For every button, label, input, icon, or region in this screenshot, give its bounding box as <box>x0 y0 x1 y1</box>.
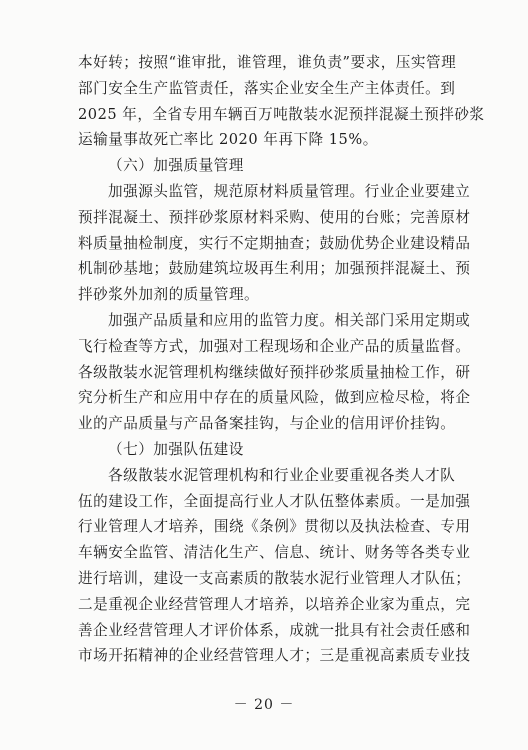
text-line: 二是重视企业经营管理人才培养，以培养企业家为重点，完 <box>78 595 471 613</box>
text-line: 善企业经营管理人才评价体系，成就一批具有社会责任感和 <box>78 621 471 639</box>
document-body <box>78 50 485 669</box>
text-line: 2025 年，全省专用车辆百万吨散装水泥预拌混凝土预拌砂浆 <box>78 105 485 123</box>
section-heading-quality: （六）加强质量管理 <box>108 157 244 175</box>
text-line: 料质量抽检制度，实行不定期抽查；鼓励优势企业建设精品 <box>78 234 471 252</box>
text-line: 伍的建设工作，全面提高行业人才队伍整体素质。一是加强 <box>78 492 471 510</box>
text-line: 究分析生产和应用中存在的质量风险，做到应检尽检，将企 <box>78 389 471 407</box>
text-line: 市场开拓精神的企业经营管理人才；三是重视高素质专业技 <box>78 647 471 665</box>
text-line: 各级散装水泥管理机构继续做好预拌砂浆质量抽检工作，研 <box>78 363 471 381</box>
text-line: 运输量事故死亡率比 2020 年再下降 15%。 <box>78 131 378 149</box>
section-heading-team: （七）加强队伍建设 <box>108 440 244 458</box>
text-line: 部门安全生产监管责任，落实企业安全生产主体责任。到 <box>78 79 456 97</box>
text-line: 飞行检查等方式，加强对工程现场和企业产品的质量监督。 <box>78 337 471 355</box>
text-line: 各级散装水泥管理机构和行业企业要重视各类人才队 <box>108 466 456 484</box>
text-line: 行业管理人才培养，围绕《条例》贯彻以及执法检查、专用 <box>78 518 471 536</box>
text-line: 机制砂基地；鼓励建筑垃圾再生利用；加强预拌混凝土、预 <box>78 260 471 278</box>
text-line: 预拌混凝土、预拌砂浆原材料采购、使用的台账；完善原材 <box>78 208 471 226</box>
text-line: 本好转；按照“谁审批，谁管理，谁负责”要求，压实管理 <box>78 54 457 71</box>
text-line: 加强产品质量和应用的监管力度。相关部门采用定期或 <box>108 311 471 329</box>
text-line: 业的产品质量与产品备案挂钩，与企业的信用评价挂钩。 <box>78 415 456 433</box>
text-line: 拌砂浆外加剂的质量管理。 <box>78 286 260 304</box>
page-number: － 20 － <box>233 697 295 713</box>
text-line: 进行培训，建设一支高素质的散装水泥行业管理人才队伍； <box>78 569 471 587</box>
text-line: 加强源头监管，规范原材料质量管理。行业企业要建立 <box>108 182 471 200</box>
text-line: 车辆安全监管、清洁化生产、信息、统计、财务等各类专业 <box>78 544 471 562</box>
